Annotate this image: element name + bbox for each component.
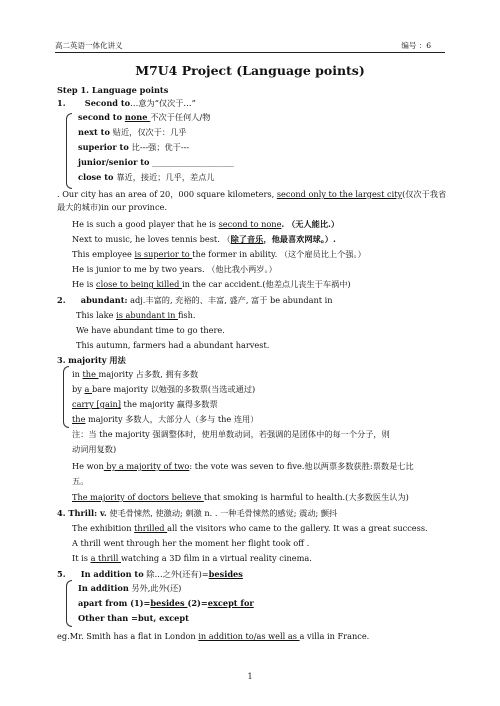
abundant-example-3: This autumn, farmers had a abundant harvest. — [76, 340, 270, 350]
section-3-brace — [63, 366, 69, 428]
section-1-brace — [66, 113, 72, 189]
thrill-example-1: The exhibition thrilled all the visitors who came to the gallery. It was a great success. — [72, 523, 428, 533]
example-5: He is junior to me by two years. （他比我小两岁。） — [72, 264, 277, 274]
majority-phrase-bare-majority: by a bare majority 以勉强的多数票(当选或通过) — [72, 384, 256, 394]
thrill-example-3: It is a thrill watching a 3D film in a virtual reality cinema. — [72, 553, 312, 563]
example-3: Next to music, he loves tennis best. （除了音乐，他最喜欢网球。）. — [72, 234, 336, 244]
page-number: 1 — [247, 672, 253, 681]
phrase-junior-senior-to: junior/senior to ____________________ — [78, 157, 234, 167]
final-example: eg.Mr. Smith has a flat in London in addition to/as well as a villa in France. — [57, 631, 370, 641]
example-4: This employee is superior to the former in ability. （这个雇员比上个强。） — [72, 249, 366, 259]
majority-note-line-1: 注：当 the majority 强调整体时，使用单数动词，若强调的是团体中的每一个分子，则 — [72, 429, 390, 439]
phrase-second-to-none: second to none 不次于任何人/物 — [78, 112, 211, 122]
example-1-line-1: . Our city has an area of 20，000 square kilometers, second only to the largest city(仅次于我省 — [57, 189, 447, 199]
example-1-line-2: 最大的城市)in our province. — [57, 202, 167, 212]
phrase-in-addition: In addition 另外,此外(还) — [78, 583, 182, 593]
header-right: 编号 ：6 — [401, 41, 431, 50]
phrase-next-to: next to 贴近，仅次于：几乎 — [78, 127, 187, 137]
majority-example-1-line-1: He won by a majority of two: the vote was seven to five.他以两票多数获胜:票数是七比 — [72, 461, 414, 471]
majority-example-2: The majority of doctors believe that smoking is harmful to health.(大多数医生认为) — [72, 492, 409, 502]
example-2: He is such a good player that he is second to none. （无人能比.） — [72, 219, 340, 229]
majority-note-line-2: 动词用复数) — [72, 444, 117, 454]
section-5-brace — [66, 580, 72, 627]
page-title: M7U4 Project (Language points) — [135, 63, 365, 78]
abundant-example-1: This lake is abundant in fish. — [76, 310, 196, 320]
step-heading: Step 1. Language points — [57, 85, 169, 95]
example-6: He is close to being killed in the car accident.(他差点儿丧生于车祸中) — [72, 279, 351, 289]
header-left: 高二英语一体化讲义 — [55, 41, 123, 50]
section-4-heading: 4. Thrill: v. 使毛骨悚然, 使激动; 刺激 n. . 一种毛骨悚然的感觉; 震动; 颤抖 — [57, 508, 338, 518]
section-5-heading: 5. In addition to 除…之外(还有)=besides — [57, 569, 243, 579]
section-3-heading: 3. majority 用法 — [57, 355, 126, 365]
majority-example-1-line-2: 五。 — [72, 476, 89, 486]
section-1-heading: 1. Second to…意为“仅次于…” — [57, 98, 196, 108]
page-header — [55, 40, 445, 53]
majority-phrase-in-the-majority: in the majority 占多数, 拥有多数 — [72, 369, 199, 379]
majority-phrase-the-majority: the majority 多数人，大部分人（多与 the 连用） — [72, 414, 259, 424]
thrill-example-2: A thrill went through her the moment her flight took off . — [72, 538, 310, 548]
phrase-apart-from: apart from (1)=besides (2)=except for — [78, 598, 254, 608]
phrase-close-to: close to 靠近，接近；几乎，差点儿 — [78, 172, 215, 182]
majority-phrase-carry-gain: carry [gain] the majority 赢得多数票 — [72, 399, 218, 409]
section-2-heading: 2. abundant: adj.丰富的, 充裕的、丰富, 盛产, 富于 be abundant in — [57, 295, 333, 305]
phrase-superior-to: superior to 比---强；优于--- — [78, 142, 190, 152]
phrase-other-than: Other than =but, except — [78, 613, 189, 623]
abundant-example-2: We have abundant time to go there. — [76, 325, 225, 335]
